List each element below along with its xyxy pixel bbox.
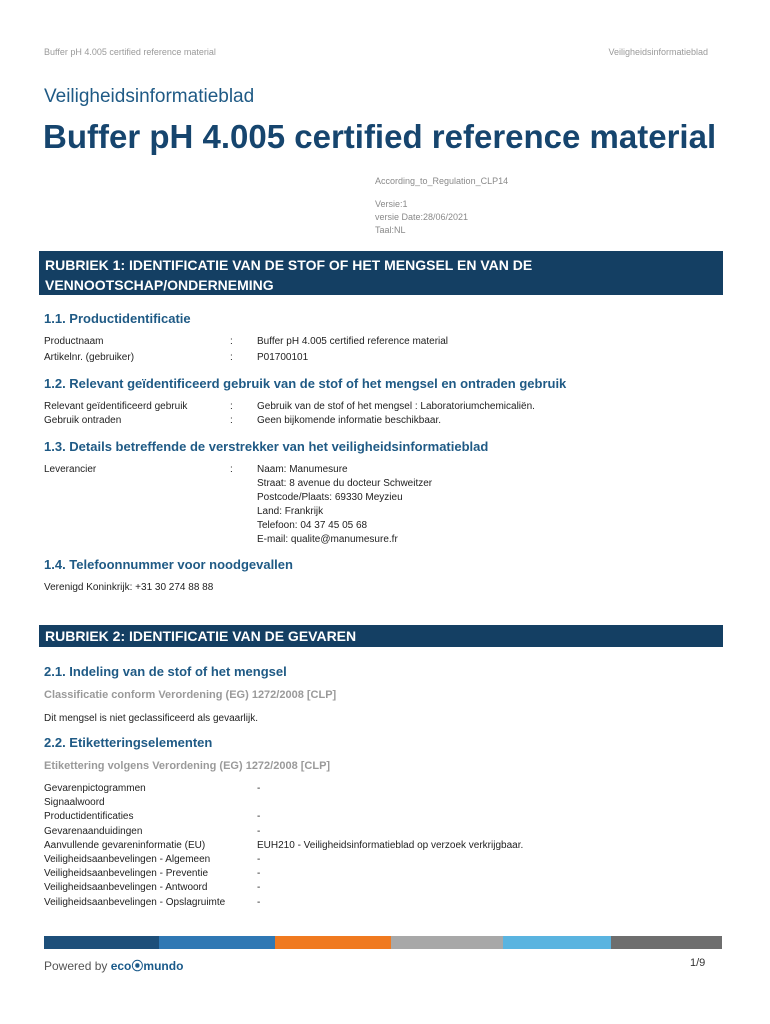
field-colon: : [230,401,233,412]
date-meta: versie Date:28/06/2021 [375,212,469,222]
supplier-line [257,505,432,519]
version-meta: Versie:1 [375,199,408,209]
field-value: Geen bijkomende informatie beschikbaar. [257,415,441,426]
label-element-name: Signaalwoord [44,797,105,808]
label-element-value: - [257,826,261,837]
label-element-value: - [257,897,261,908]
supplier-line [257,491,432,505]
label-element-value: - [257,811,261,822]
powered-by-logo [44,957,183,974]
header-doc-name: Buffer pH 4.005 certified reference material [44,47,216,57]
field-label: Relevant geïdentificeerd gebruik [44,401,188,412]
supplier-key: Land: [257,506,283,517]
language-meta: Taal:NL [375,225,406,235]
footer-bar-segment [159,936,275,949]
supplier-details [257,463,432,547]
field-colon: : [230,415,233,426]
subsection-1-2-heading: 1.2. Relevant geïdentificeerd gebruik van de stof of het mengsel en ontraden gebruik [44,376,567,391]
field-value: Buffer pH 4.005 certified reference material [257,336,449,347]
label-element-name: Veiligheidsaanbevelingen - Opslagruimte [44,897,226,908]
label-element-name: Gevarenpictogrammen [44,783,146,794]
supplier-key: Telefoon: [257,520,298,531]
supplier-line [257,519,432,533]
subsection-2-1-heading: 2.1. Indeling van de stof of het mengsel [44,664,287,679]
field-value: Gebruik van de stof of het mengsel : Laboratoriumchemicaliën. [257,401,535,412]
powered-by-text: Powered by [44,959,111,973]
field-colon: : [230,352,233,363]
field-label: Gebruik ontraden [44,415,122,426]
field-colon: : [230,336,233,347]
supplier-email[interactable]: qualite@manumesure.fr [288,534,398,545]
footer-bar-segment [44,936,159,949]
supplier-line [257,533,432,547]
label-element-name: Veiligheidsaanbevelingen - Algemeen [44,854,211,865]
footer-bar-segment [391,936,503,949]
emergency-phone: Verenigd Koninkrijk: +31 30 274 88 88 [44,582,214,593]
label-element-value: - [257,882,261,893]
brand-name-part: mundo [143,959,184,973]
supplier-value: Frankrijk [282,506,324,517]
footer-bar-segment [503,936,611,949]
brand-globe-icon: ⦿ [131,959,144,973]
subsection-1-4-heading: 1.4. Telefoonnummer voor noodgevallen [44,557,293,572]
classification-text: Dit mengsel is niet geclassificeerd als gevaarlijk. [44,713,258,724]
field-value: P01700101 [257,352,309,363]
page-number: 1/9 [690,957,706,969]
labelling-subheading: Etikettering volgens Verordening (EG) 1272/2008 [CLP] [44,760,331,772]
header-doc-type: Veiligheidsinformatieblad [608,47,708,57]
supplier-key: Straat: [257,478,287,489]
label-element-value: EUH210 - Veiligheidsinformatieblad op verzoek verkrijgbaar. [257,840,524,851]
supplier-value: Manumesure [286,464,348,475]
supplier-key: E-mail: [257,534,289,545]
section-1-header [39,251,723,295]
field-label: Productnaam [44,336,104,347]
classification-subheading: Classificatie conform Verordening (EG) 1272/2008 [CLP] [44,689,337,701]
supplier-line [257,463,432,477]
section-1-title-line2: VENNOOTSCHAP/ONDERNEMING [45,277,274,293]
label-element-name: Gevarenaanduidingen [44,826,143,837]
field-label: Artikelnr. (gebruiker) [44,352,135,363]
label-element-name: Aanvullende gevareninformatie (EU) [44,840,206,851]
subsection-2-2-heading: 2.2. Etiketteringselementen [44,735,213,750]
subsection-1-1-heading: 1.1. Productidentificatie [44,311,191,326]
label-element-value: - [257,783,261,794]
section-1-title-line1: RUBRIEK 1: IDENTIFICATIE VAN DE STOF OF HET MENGSEL EN VAN DE [45,257,533,273]
label-element-name: Veiligheidsaanbevelingen - Antwoord [44,882,208,893]
supplier-line [257,477,432,491]
document-type: Veiligheidsinformatieblad [44,86,255,107]
supplier-key: Naam: [257,464,287,475]
supplier-value: 69330 Meyzieu [332,492,403,503]
footer-bar-segment [275,936,391,949]
brand-name-part: eco [110,959,132,973]
section-2-header [39,625,723,647]
footer-bar-segment [611,936,722,949]
label-element-name: Veiligheidsaanbevelingen - Preventie [44,868,209,879]
supplier-value: 04 37 45 05 68 [297,520,368,531]
section-2-title: RUBRIEK 2: IDENTIFICATIE VAN DE GEVAREN [45,628,357,644]
supplier-label: Leverancier [44,464,97,475]
supplier-key: Postcode/Plaats: [257,492,333,503]
regulation-meta: According_to_Regulation_CLP14 [375,176,509,186]
label-element-value: - [257,854,261,865]
subsection-1-3-heading: 1.3. Details betreffende de verstrekker van het veiligheidsinformatieblad [44,439,489,454]
field-colon: : [230,464,233,475]
label-element-name: Productidentificaties [44,811,134,822]
label-element-value: - [257,868,261,879]
supplier-value: 8 avenue du docteur Schweitzer [286,478,433,489]
document-title: Buffer pH 4.005 certified reference material [43,118,717,155]
